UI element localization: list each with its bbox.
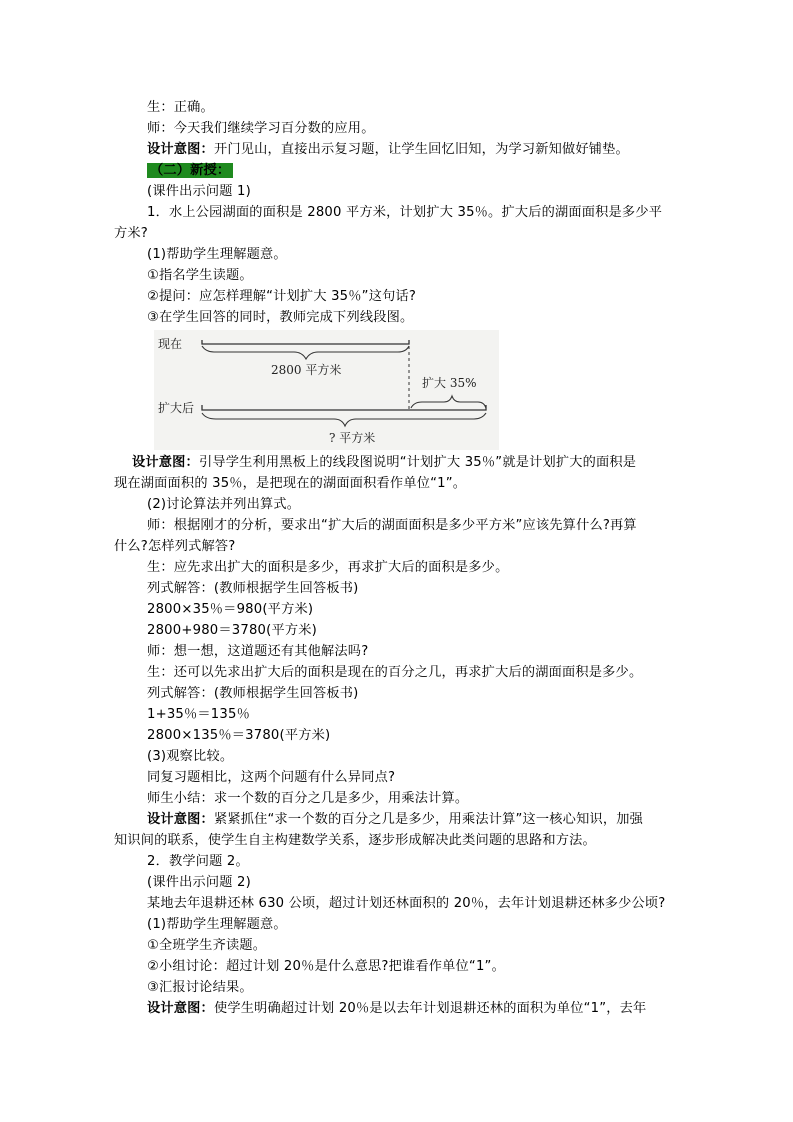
text-line: (2)讨论算法并列出算式。 [147, 497, 301, 512]
diagram-label-now-value: 2800 平方米 [271, 363, 342, 377]
text-line: 师：想一想，这道题还有其他解法吗? [147, 644, 369, 659]
text-line: (1)帮助学生理解题意。 [147, 247, 287, 262]
design-intent-line: 设计意图：开门见山，直接出示复习题，让学生回忆旧知，为学习新知做好铺垫。 [147, 142, 629, 157]
text-line: 知识间的联系，使学生自主构建数学关系，逐步形成解决此类问题的思路和方法。 [114, 833, 596, 848]
text-line: ①全班学生齐读题。 [147, 938, 267, 953]
text-line: ②小组讨论：超过计划 20％是什么意思?把谁看作单位“1”。 [147, 959, 505, 974]
text-line: 列式解答：(教师根据学生回答板书) [147, 686, 359, 701]
equation-line: 2800×135％＝3780(平方米) [147, 728, 331, 743]
text-line: ③在学生回答的同时，教师完成下列线段图。 [147, 310, 414, 325]
text-line: 某地去年退耕还林 630 公顷，超过计划还林面积的 20％，去年计划退耕还林多少公顷? [147, 896, 666, 911]
design-intent-line: 设计意图：使学生明确超过计划 20％是以去年计划退耕还林的面积为单位“1”，去年 [147, 1001, 647, 1016]
after-segment [202, 405, 486, 410]
text-line: 师：根据刚才的分析，要求出“扩大后的湖面面积是多少平方米”应该先算什么?再算 [147, 518, 637, 533]
now-brace [202, 346, 409, 359]
expand-brace [411, 396, 486, 408]
text-line: 生：正确。 [147, 100, 214, 115]
text-line: (3)观察比较。 [147, 749, 234, 764]
text-line: 现在湖面面积的 35％，是把现在的湖面面积看作单位“1”。 [114, 476, 467, 491]
text-line: 什么?怎样列式解答? [114, 539, 236, 554]
text-line: 生：应先求出扩大的面积是多少，再求扩大后的面积是多少。 [147, 560, 509, 575]
design-intent-line: 设计意图：紧紧抓住“求一个数的百分之几是多少，用乘法计算”这一核心知识，加强 [147, 812, 644, 827]
diagram-label-now: 现在 [158, 337, 183, 351]
after-brace [202, 413, 486, 426]
text-line: ③汇报讨论结果。 [147, 980, 253, 995]
text-line: 方米? [114, 226, 148, 241]
text-line: ②提问：应怎样理解“计划扩大 35％”这句话? [147, 289, 417, 304]
text-line: 生：还可以先求出扩大后的面积是现在的百分之几，再求扩大后的湖面面积是多少。 [147, 665, 643, 680]
text-line: 2．教学问题 2。 [147, 854, 249, 869]
text-line: 同复习题相比，这两个问题有什么异同点? [147, 770, 396, 785]
text-line: (1)帮助学生理解题意。 [147, 917, 287, 932]
text-line: 师生小结：求一个数的百分之几是多少，用乘法计算。 [147, 791, 469, 806]
equation-line: 2800×35％＝980(平方米) [147, 602, 314, 617]
text-line: ①指名学生读题。 [147, 268, 253, 283]
design-intent-line: 设计意图：引导学生利用黑板上的线段图说明“计划扩大 35％”就是计划扩大的面积是 [132, 455, 637, 470]
line-segment-diagram [154, 330, 499, 450]
diagram-label-after-value: ? 平方米 [329, 431, 376, 445]
equation-line: 2800+980＝3780(平方米) [147, 623, 317, 638]
text-line: (课件出示问题 1) [147, 184, 251, 199]
text-line: 1．水上公园湖面的面积是 2800 平方米，计划扩大 35％。扩大后的湖面面积是多少平 [147, 205, 663, 220]
text-line: 师：今天我们继续学习百分数的应用。 [147, 121, 375, 136]
section-heading: （二）新授： [147, 160, 233, 181]
text-line: (课件出示问题 2) [147, 875, 251, 890]
now-segment [202, 340, 409, 344]
diagram-label-expand: 扩大 35% [422, 376, 477, 390]
diagram-label-after: 扩大后 [158, 401, 195, 415]
text-line: 列式解答：(教师根据学生回答板书) [147, 581, 359, 596]
equation-line: 1+35％＝135％ [147, 707, 250, 722]
